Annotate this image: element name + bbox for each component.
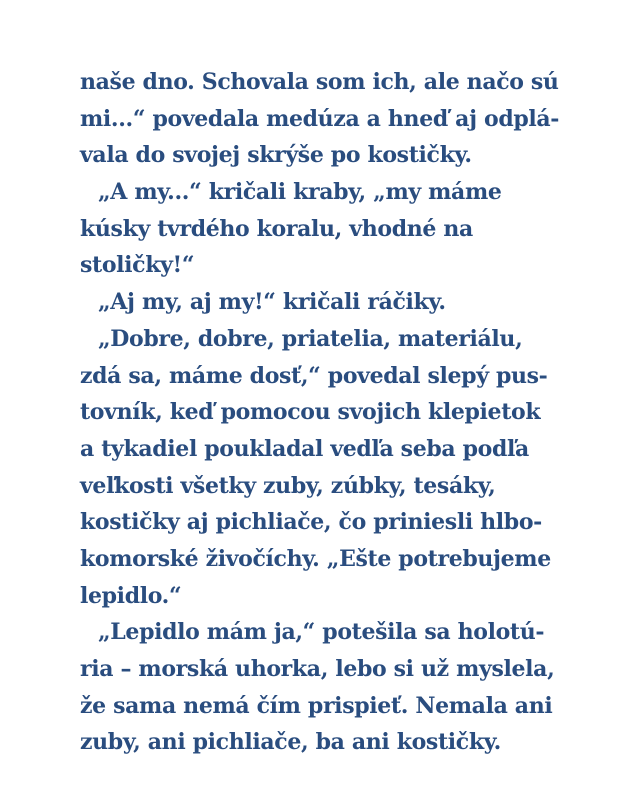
text-line: tovník, keď pomocou svojich klepietok: [80, 399, 541, 426]
text-line: ria – morská uhorka, lebo si už myslela,: [80, 656, 555, 682]
text-line: komorské živočíchy. „Ešte potrebujeme: [80, 545, 551, 572]
text-line: že sama nemá čím prispieť. Nemala ani: [80, 692, 553, 719]
text-line: „Lepidlo mám ja,“ potešila sa holotú-: [98, 619, 545, 646]
text-line: „Dobre, dobre, priatelia, materiálu,: [98, 325, 523, 352]
text-line: zdá sa, máme dosť,“ povedal slepý pus-: [80, 362, 548, 389]
text-line: kostičky aj pichliače, čo priniesli hlbo-: [80, 509, 542, 536]
text-line: zuby, ani pichliače, ba ani kostičky.: [80, 729, 501, 756]
text-line: naše dno. Schovala som ich, ale načo sú: [80, 69, 559, 95]
text-line: „A my...“ kričali kraby, „my máme: [98, 179, 502, 206]
text-line: stoličky!“: [80, 252, 195, 279]
text-page: [80, 64, 580, 761]
text-line: kúsky tvrdého koralu, vhodné na: [80, 215, 473, 242]
text-line: vala do svojej skrýše po kostičky.: [80, 142, 472, 169]
text-line: mi...“ povedala medúza a hneď aj odplá-: [80, 105, 560, 132]
text-line: a tykadiel poukladal vedľa seba podľa: [80, 435, 529, 462]
text-line: veľkosti všetky zuby, zúbky, tesáky,: [80, 472, 496, 499]
text-line: lepidlo.“: [80, 582, 182, 609]
text-line: „Aj my, aj my!“ kričali ráčiky.: [98, 289, 446, 316]
